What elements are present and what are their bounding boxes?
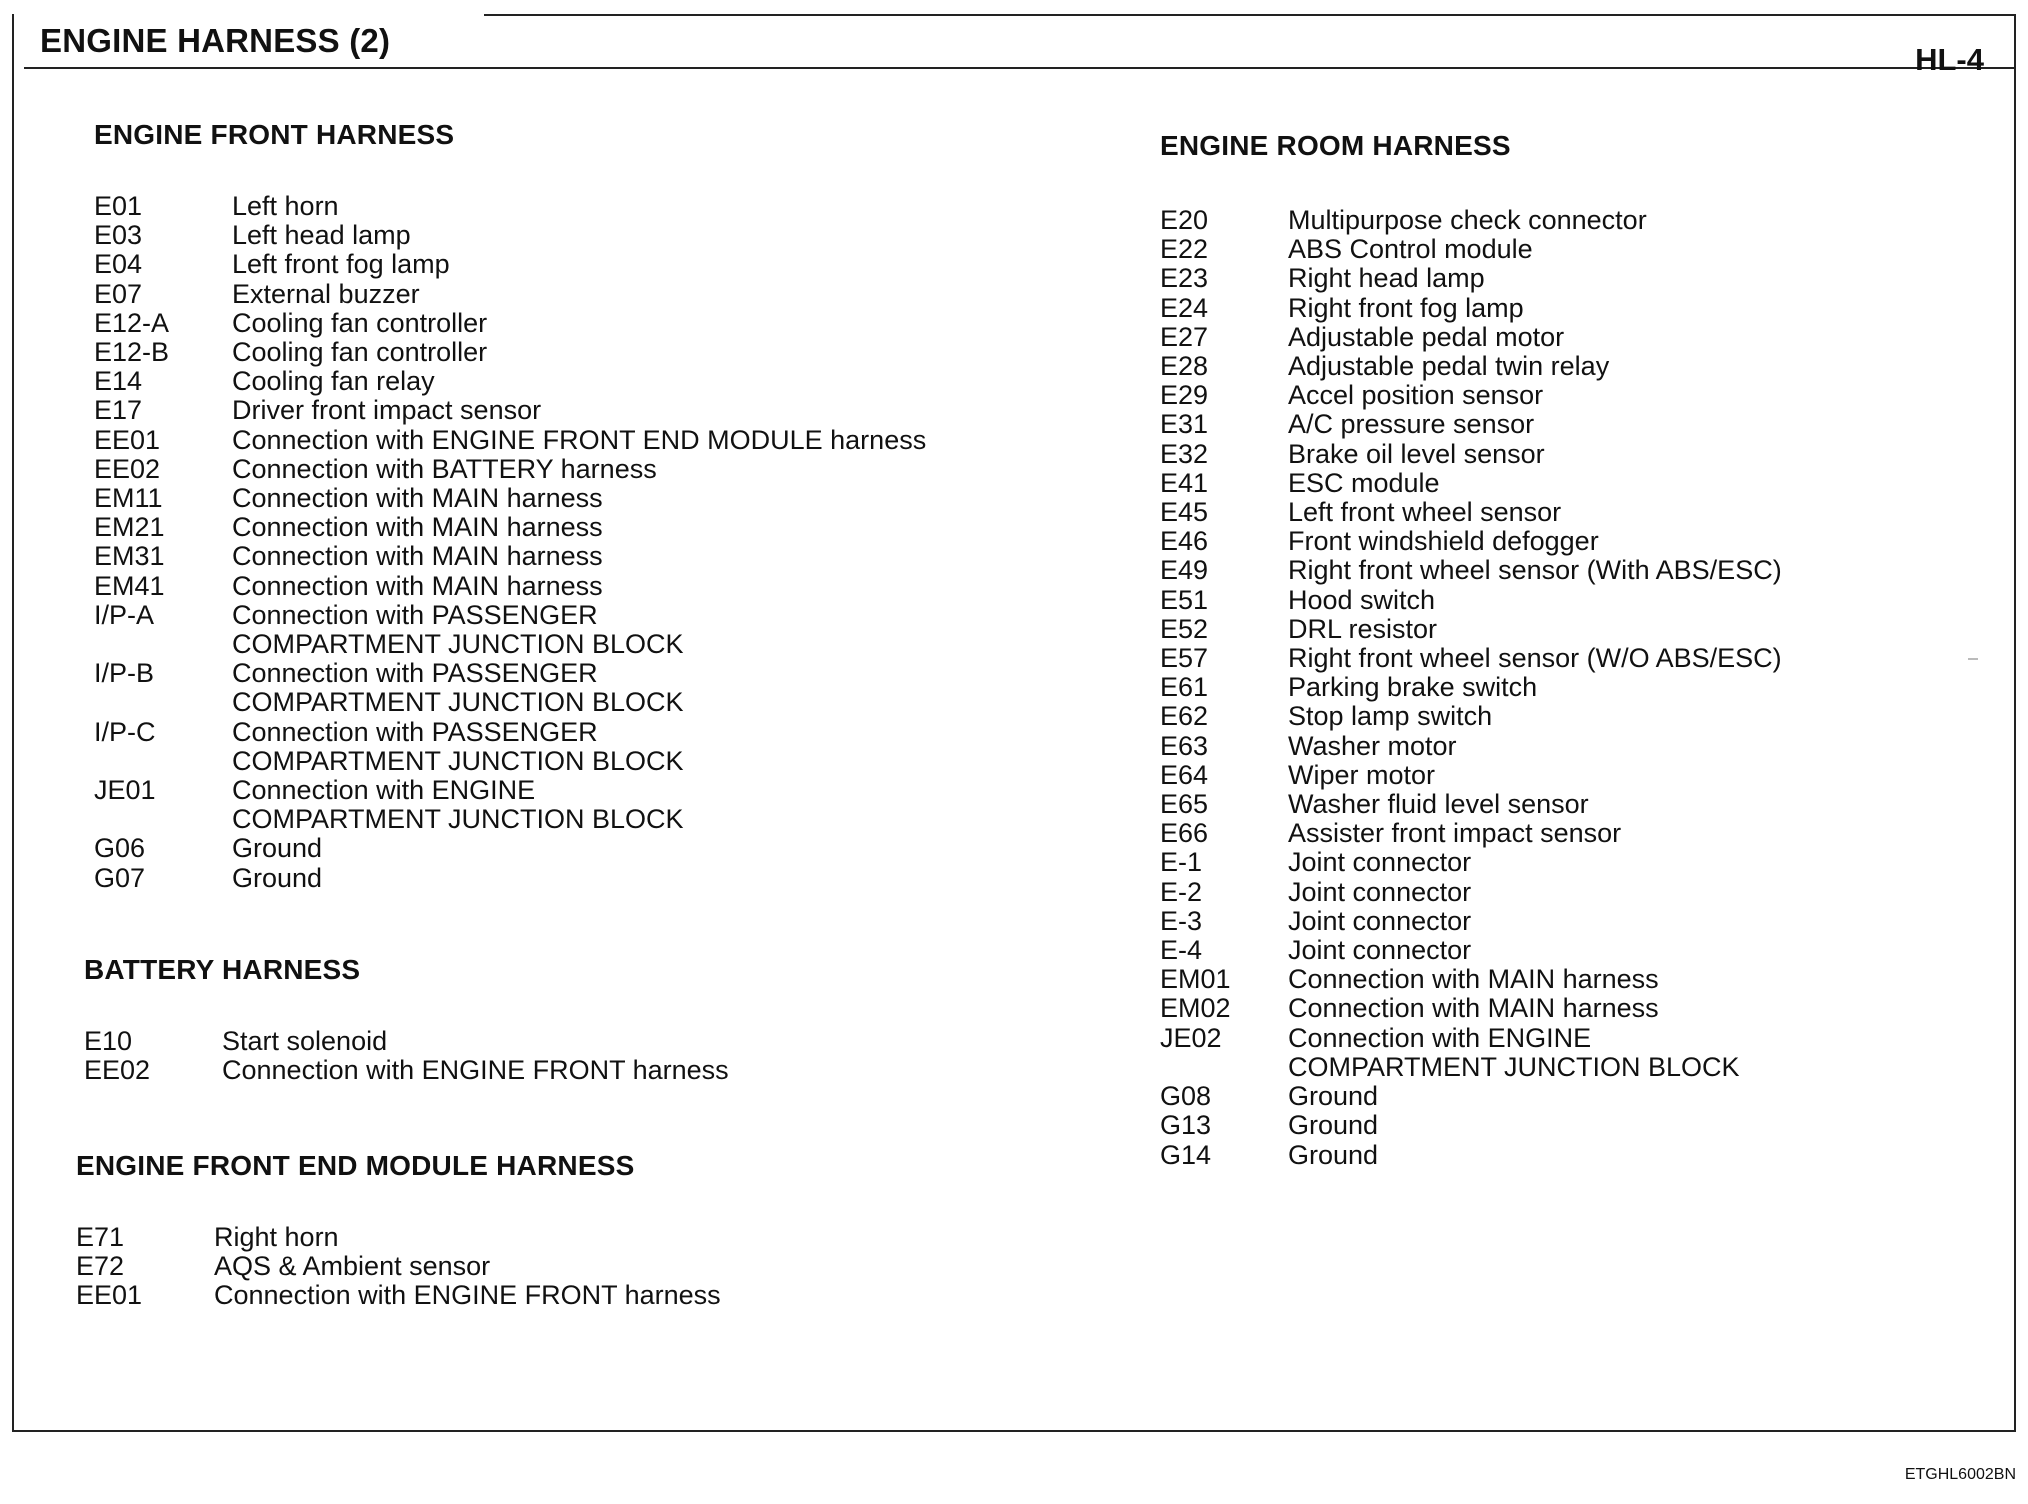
connector-code: E63 bbox=[1160, 730, 1209, 761]
page-title: ENGINE HARNESS (2) bbox=[40, 22, 391, 59]
connector-description: Connection with PASSENGER COMPARTMENT JUNCTION BLOCK bbox=[232, 599, 684, 660]
connector-description: Right horn bbox=[214, 1222, 339, 1252]
connector-code: E20 bbox=[1160, 205, 1209, 235]
connector-row bbox=[84, 1056, 729, 1085]
connector-row bbox=[94, 776, 926, 834]
connector-description: Connection with PASSENGER COMPARTMENT JUNCTION BLOCK bbox=[232, 658, 684, 718]
connector-code: E07 bbox=[94, 278, 143, 309]
connector-row bbox=[1160, 264, 1782, 293]
connector-description: Left horn bbox=[232, 191, 339, 221]
connector-row bbox=[1160, 1082, 1782, 1111]
engine-room-harness-section bbox=[1160, 130, 1782, 1170]
connector-code: EM21 bbox=[94, 512, 165, 543]
connector-code: E22 bbox=[1160, 234, 1209, 265]
connector-code: E03 bbox=[94, 220, 143, 251]
connector-row bbox=[1160, 702, 1782, 731]
connector-description: Connection with MAIN harness bbox=[232, 541, 603, 572]
connector-description: Cooling fan controller bbox=[232, 337, 488, 368]
connector-code: E24 bbox=[1160, 292, 1209, 323]
connector-row bbox=[94, 221, 926, 250]
scan-mark bbox=[1968, 658, 1978, 660]
connector-row bbox=[94, 309, 926, 338]
connector-code: E14 bbox=[94, 366, 143, 397]
connector-row bbox=[1160, 294, 1782, 323]
connector-row bbox=[1160, 761, 1782, 790]
document-code: ETGHL6002BN bbox=[1904, 1466, 2016, 1483]
connector-row bbox=[1160, 410, 1782, 439]
section-heading: BATTERY HARNESS bbox=[84, 954, 361, 985]
connector-code: JE02 bbox=[1160, 1022, 1222, 1053]
connector-description: Hood switch bbox=[1288, 584, 1436, 615]
engine-front-end-module-section bbox=[76, 1150, 721, 1311]
connector-row bbox=[1160, 732, 1782, 761]
connector-row bbox=[1160, 848, 1782, 877]
connector-row bbox=[1160, 1024, 1782, 1082]
connector-code: E01 bbox=[94, 191, 143, 221]
connector-description: AQS & Ambient sensor bbox=[214, 1251, 491, 1282]
connector-description: ESC module bbox=[1288, 467, 1440, 498]
connector-description: Connection with MAIN harness bbox=[232, 512, 603, 543]
connector-description: Driver front impact sensor bbox=[232, 395, 542, 426]
connector-code: E28 bbox=[1160, 351, 1209, 382]
connector-row bbox=[94, 396, 926, 425]
connector-row bbox=[94, 280, 926, 309]
connector-description: External buzzer bbox=[232, 278, 420, 309]
connector-row bbox=[1160, 790, 1782, 819]
connector-code: E57 bbox=[1160, 643, 1209, 674]
connector-code: E31 bbox=[1160, 409, 1209, 440]
connector-description: Left head lamp bbox=[232, 220, 411, 251]
connector-code: EM01 bbox=[1160, 964, 1231, 995]
connector-row bbox=[94, 542, 926, 571]
connector-description: Multipurpose check connector bbox=[1288, 205, 1647, 235]
connector-description: Ground bbox=[1288, 1139, 1379, 1170]
connector-description: Connection with ENGINE FRONT harness bbox=[214, 1280, 721, 1311]
connector-row bbox=[1160, 440, 1782, 469]
connector-row bbox=[94, 718, 926, 776]
connector-description: Connection with BATTERY harness bbox=[232, 453, 657, 484]
connector-description: Connection with ENGINE COMPARTMENT JUNCTION BLOCK bbox=[232, 775, 684, 835]
connector-code: EM31 bbox=[94, 541, 165, 572]
connector-row bbox=[1160, 907, 1782, 936]
connector-row bbox=[1160, 527, 1782, 556]
connector-row bbox=[1160, 323, 1782, 352]
connector-code: EM02 bbox=[1160, 993, 1231, 1024]
connector-code: E-3 bbox=[1160, 905, 1203, 936]
connector-code: E23 bbox=[1160, 263, 1209, 294]
connector-row bbox=[76, 1223, 721, 1252]
connector-row bbox=[76, 1281, 721, 1310]
connector-description: DRL resistor bbox=[1288, 613, 1438, 644]
connector-code: E45 bbox=[1160, 497, 1209, 528]
top-border bbox=[484, 14, 2016, 16]
connector-row bbox=[1160, 644, 1782, 673]
connector-code: E61 bbox=[1160, 672, 1209, 703]
connector-description: Front windshield defogger bbox=[1288, 526, 1599, 557]
connector-code: E49 bbox=[1160, 555, 1209, 586]
connector-description: Ground bbox=[1288, 1110, 1379, 1141]
connector-row bbox=[94, 484, 926, 513]
connector-code: G08 bbox=[1160, 1081, 1212, 1112]
connector-row bbox=[94, 864, 926, 893]
connector-description: Adjustable pedal motor bbox=[1288, 321, 1565, 352]
connector-row bbox=[1160, 469, 1782, 498]
connector-code: E72 bbox=[76, 1251, 125, 1282]
connector-description: Connection with MAIN harness bbox=[1288, 964, 1659, 995]
connector-row bbox=[94, 426, 926, 455]
connector-description: ABS Control module bbox=[1288, 234, 1533, 265]
connector-code: G13 bbox=[1160, 1110, 1212, 1141]
connector-code: E46 bbox=[1160, 526, 1209, 557]
connector-row bbox=[1160, 965, 1782, 994]
connector-code: EE01 bbox=[76, 1280, 143, 1311]
section-heading: ENGINE FRONT END MODULE HARNESS bbox=[76, 1150, 635, 1181]
connector-description: Washer motor bbox=[1288, 730, 1457, 761]
connector-description: Ground bbox=[232, 833, 323, 864]
section-heading: ENGINE FRONT HARNESS bbox=[94, 119, 455, 150]
connector-row bbox=[94, 834, 926, 863]
connector-code: E65 bbox=[1160, 789, 1209, 820]
connector-description: Connection with PASSENGER COMPARTMENT JUNCTION BLOCK bbox=[232, 716, 684, 776]
connector-row bbox=[1160, 1141, 1782, 1170]
connector-code: EM41 bbox=[94, 570, 165, 601]
connector-code: E62 bbox=[1160, 701, 1209, 732]
connector-description: Joint connector bbox=[1288, 905, 1472, 936]
connector-description: A/C pressure sensor bbox=[1288, 409, 1535, 440]
connector-code: I/P-A bbox=[94, 599, 155, 630]
connector-code: E10 bbox=[84, 1026, 133, 1056]
connector-row bbox=[1160, 994, 1782, 1023]
connector-description: Stop lamp switch bbox=[1288, 701, 1493, 732]
connector-description: Joint connector bbox=[1288, 876, 1472, 907]
connector-row bbox=[94, 192, 926, 221]
connector-description: Start solenoid bbox=[222, 1026, 388, 1056]
connector-list bbox=[1160, 206, 1782, 1170]
connector-code: E52 bbox=[1160, 613, 1209, 644]
connector-row bbox=[1160, 352, 1782, 381]
connector-row bbox=[1160, 498, 1782, 527]
connector-code: JE01 bbox=[94, 775, 156, 806]
connector-code: I/P-C bbox=[94, 716, 156, 747]
connector-description: Connection with MAIN harness bbox=[232, 483, 603, 514]
connector-code: E71 bbox=[76, 1222, 125, 1252]
connector-description: Connection with ENGINE FRONT harness bbox=[222, 1055, 729, 1086]
connector-description: Right front fog lamp bbox=[1288, 292, 1524, 323]
connector-code: E17 bbox=[94, 395, 143, 426]
connector-row bbox=[1160, 556, 1782, 585]
connector-code: E-4 bbox=[1160, 935, 1203, 966]
connector-row bbox=[94, 659, 926, 717]
connector-description: Right head lamp bbox=[1288, 263, 1485, 294]
connector-row bbox=[94, 513, 926, 542]
connector-description: Connection with MAIN harness bbox=[1288, 993, 1659, 1024]
connector-code: G14 bbox=[1160, 1139, 1212, 1170]
connector-code: E12-A bbox=[94, 307, 170, 338]
connector-code: E04 bbox=[94, 249, 143, 280]
connector-code: E-1 bbox=[1160, 847, 1203, 878]
connector-list bbox=[94, 192, 926, 893]
connector-row bbox=[94, 367, 926, 396]
connector-code: E-2 bbox=[1160, 876, 1203, 907]
connector-code: G06 bbox=[94, 833, 146, 864]
connector-code: EE01 bbox=[94, 424, 161, 455]
section-heading: ENGINE ROOM HARNESS bbox=[1160, 130, 1511, 161]
connector-description: Left front fog lamp bbox=[232, 249, 450, 280]
connector-code: E27 bbox=[1160, 321, 1209, 352]
connector-row bbox=[76, 1252, 721, 1281]
connector-list bbox=[76, 1223, 721, 1311]
connector-code: E41 bbox=[1160, 467, 1209, 498]
connector-code: E12-B bbox=[94, 337, 170, 368]
connector-row bbox=[1160, 936, 1782, 965]
connector-description: Right front wheel sensor (With ABS/ESC) bbox=[1288, 555, 1782, 586]
connector-row bbox=[84, 1027, 729, 1056]
connector-description: Joint connector bbox=[1288, 935, 1472, 966]
connector-description: Parking brake switch bbox=[1288, 672, 1538, 703]
connector-row bbox=[1160, 615, 1782, 644]
connector-description: Cooling fan relay bbox=[232, 366, 435, 397]
connector-code: EE02 bbox=[94, 453, 161, 484]
page-code: HL-4 bbox=[1915, 42, 1984, 77]
connector-row bbox=[94, 338, 926, 367]
connector-row bbox=[1160, 1111, 1782, 1140]
battery-harness-section bbox=[84, 954, 729, 1085]
connector-description: Left front wheel sensor bbox=[1288, 497, 1562, 528]
connector-description: Washer fluid level sensor bbox=[1288, 789, 1589, 820]
connector-code: E66 bbox=[1160, 818, 1209, 849]
connector-row bbox=[94, 601, 926, 659]
title-divider bbox=[24, 67, 2016, 69]
connector-description: Connection with MAIN harness bbox=[232, 570, 603, 601]
connector-description: Cooling fan controller bbox=[232, 307, 488, 338]
connector-description: Ground bbox=[232, 862, 323, 893]
connector-list bbox=[84, 1027, 729, 1085]
connector-description: Brake oil level sensor bbox=[1288, 438, 1545, 469]
connector-row bbox=[1160, 586, 1782, 615]
connector-code: EE02 bbox=[84, 1055, 151, 1086]
connector-code: E64 bbox=[1160, 759, 1209, 790]
connector-description: Connection with ENGINE COMPARTMENT JUNCTION BLOCK bbox=[1288, 1022, 1740, 1082]
connector-row bbox=[1160, 819, 1782, 848]
connector-row bbox=[1160, 206, 1782, 235]
connector-description: Connection with ENGINE FRONT END MODULE harness bbox=[232, 424, 927, 455]
connector-row bbox=[1160, 381, 1782, 410]
connector-code: G07 bbox=[94, 862, 146, 893]
engine-front-harness-section bbox=[94, 119, 926, 893]
connector-description: Right front wheel sensor (W/O ABS/ESC) bbox=[1288, 643, 1782, 674]
connector-code: E32 bbox=[1160, 438, 1209, 469]
connector-code: E51 bbox=[1160, 584, 1209, 615]
connector-description: Joint connector bbox=[1288, 847, 1472, 878]
connector-row bbox=[94, 250, 926, 279]
connector-row bbox=[94, 455, 926, 484]
connector-description: Wiper motor bbox=[1288, 759, 1436, 790]
connector-row bbox=[94, 572, 926, 601]
connector-row bbox=[1160, 878, 1782, 907]
connector-description: Accel position sensor bbox=[1288, 380, 1544, 411]
connector-description: Adjustable pedal twin relay bbox=[1288, 351, 1610, 382]
connector-code: E29 bbox=[1160, 380, 1209, 411]
connector-description: Assister front impact sensor bbox=[1288, 818, 1622, 849]
connector-row bbox=[1160, 673, 1782, 702]
connector-row bbox=[1160, 235, 1782, 264]
connector-code: I/P-B bbox=[94, 658, 155, 689]
connector-description: Ground bbox=[1288, 1081, 1379, 1112]
connector-code: EM11 bbox=[94, 483, 163, 514]
